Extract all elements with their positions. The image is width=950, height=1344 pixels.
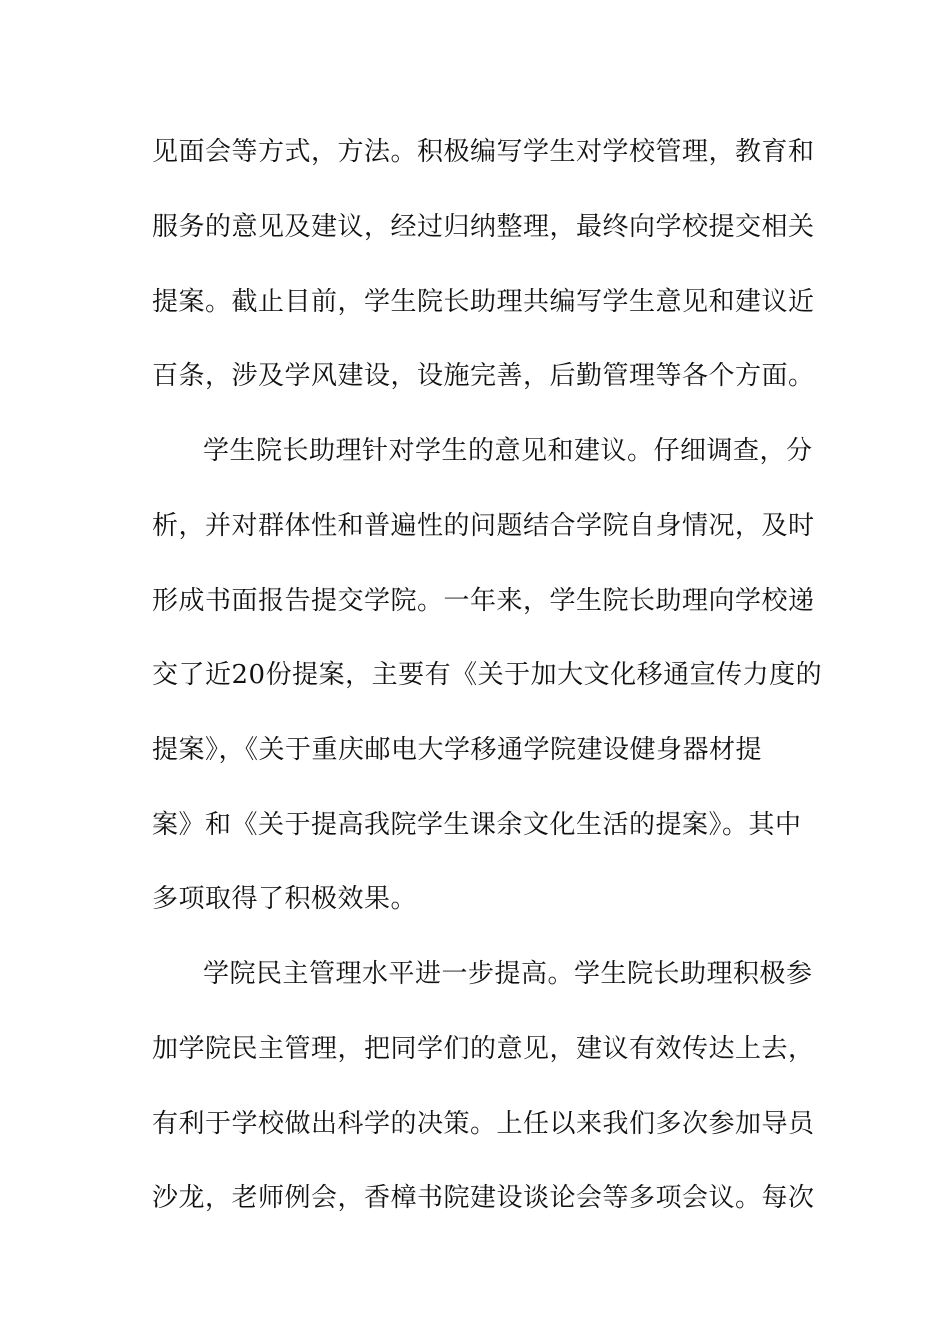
paragraph-first-line: 学生院长助理针对学生的意见和建议。仔细调查，分 — [203, 436, 813, 466]
text-line: 析，并对群体性和普遍性的问题结合学院自身情况，及时 — [152, 511, 815, 541]
text-line: 服务的意见及建议，经过归纳整理，最终向学校提交相关 — [152, 212, 815, 242]
text-line: 有利于学校做出科学的决策。上任以来我们多次参加导员 — [152, 1109, 815, 1139]
text-line: 交了近20份提案，主要有《关于加大文化移通宣传力度的 — [152, 660, 823, 690]
text-line: 见面会等方式，方法。积极编写学生对学校管理，教育和 — [152, 137, 815, 167]
paragraph-first-line: 学院民主管理水平进一步提高。学生院长助理积极参 — [203, 959, 813, 989]
text-line: 案》和《关于提高我院学生课余文化生活的提案》。其中 — [152, 810, 802, 840]
text-line: 沙龙，老师例会，香樟书院建设谈论会等多项会议。每次 — [152, 1183, 815, 1213]
text-line: 多项取得了积极效果。 — [152, 884, 418, 914]
text-line: 提案》，《关于重庆邮电大学移通学院建设健身器材提 — [152, 735, 763, 765]
text-line: 百条，涉及学风建设，设施完善，后勤管理等各个方面。 — [152, 361, 815, 391]
text-line: 提案。截止目前，学生院长助理共编写学生意见和建议近 — [152, 287, 815, 317]
text-line: 加学院民主管理，把同学们的意见，建议有效传达上去， — [152, 1034, 815, 1064]
text-line: 形成书面报告提交学院。一年来，学生院长助理向学校递 — [152, 586, 815, 616]
